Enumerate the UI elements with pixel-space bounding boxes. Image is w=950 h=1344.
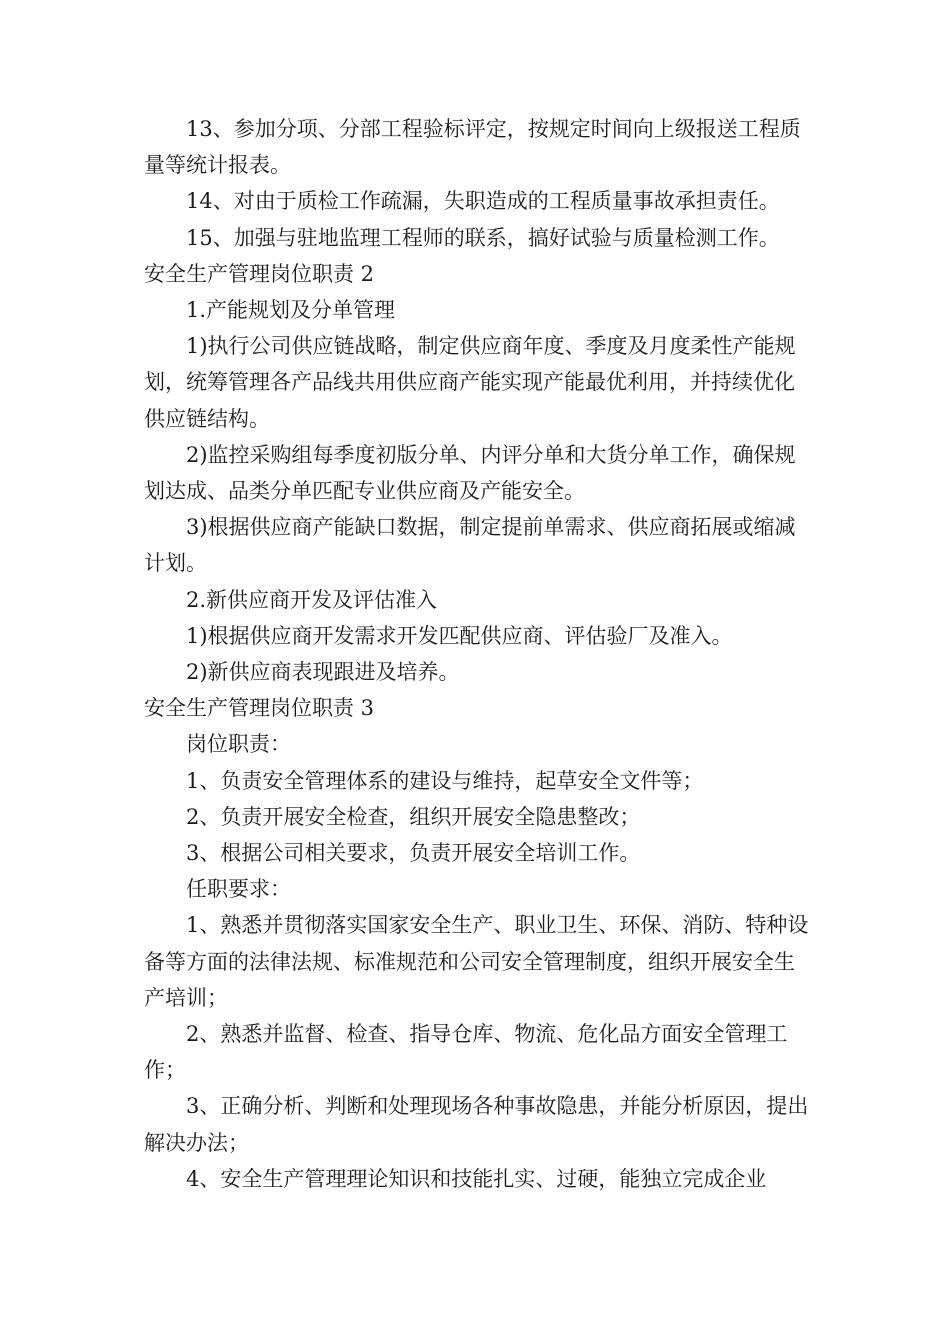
requirement-item-2: 2、熟悉并监督、检查、指导仓库、物流、危化品方面安全管理工作；	[144, 1022, 788, 1083]
paragraph-capacity-3: 3)根据供应商产能缺口数据，制定提前单需求、供应商拓展或缩减计划。	[144, 515, 796, 576]
requirement-item-3: 3、正确分析、判断和处理现场各种事故隐患，并能分析原因，提出解决办法；	[144, 1094, 809, 1155]
duty-item-2: 2、负责开展安全检查，组织开展安全隐患整改；	[186, 804, 641, 829]
subsection-title-new-supplier: 2.新供应商开发及评估准入	[186, 587, 438, 612]
document-body	[144, 111, 812, 1197]
duty-item-1: 1、负责安全管理体系的建设与维持，起草安全文件等；	[186, 768, 704, 793]
paragraph-capacity-1: 1)执行公司供应链战略，制定供应商年度、季度及月度柔性产能规划，统筹管理各产品线共用供应商产能实现产能最优利用，并持续优化供应链结构。	[144, 334, 796, 431]
label-requirements: 任职要求：	[186, 877, 291, 902]
paragraph-new-supplier-2: 2)新供应商表现跟进及培养。	[186, 660, 460, 685]
requirement-item-1: 1、熟悉并贯彻落实国家安全生产、职业卫生、环保、消防、特种设备等方面的法律法规、标准规范和公司安全管理制度，组织开展安全生产培训；	[144, 913, 809, 1010]
duty-item-3: 3、根据公司相关要求，负责开展安全培训工作。	[186, 841, 641, 866]
subsection-title-capacity-planning: 1.产能规划及分单管理	[186, 298, 396, 323]
label-duties: 岗位职责：	[186, 732, 291, 757]
paragraph-item-14: 14、对由于质检工作疏漏，失职造成的工程质量事故承担责任。	[186, 189, 780, 214]
section-heading-2: 安全生产管理岗位职责 2	[144, 261, 375, 286]
section-heading-3: 安全生产管理岗位职责 3	[144, 696, 375, 721]
paragraph-item-13: 13、参加分项、分部工程验标评定，按规定时间向上级报送工程质量等统计报表。	[144, 117, 801, 178]
paragraph-new-supplier-1: 1)根据供应商开发需求开发匹配供应商、评估验厂及准入。	[186, 623, 733, 648]
requirement-item-4: 4、安全生产管理理论知识和技能扎实、过硬，能独立完成企业	[186, 1166, 767, 1191]
paragraph-capacity-2: 2)监控采购组每季度初版分单、内评分单和大货分单工作，确保规划达成、品类分单匹配专业供应商及产能安全。	[144, 442, 796, 504]
paragraph-item-15: 15、加强与驻地监理工程师的联系，搞好试验与质量检测工作。	[186, 225, 780, 250]
